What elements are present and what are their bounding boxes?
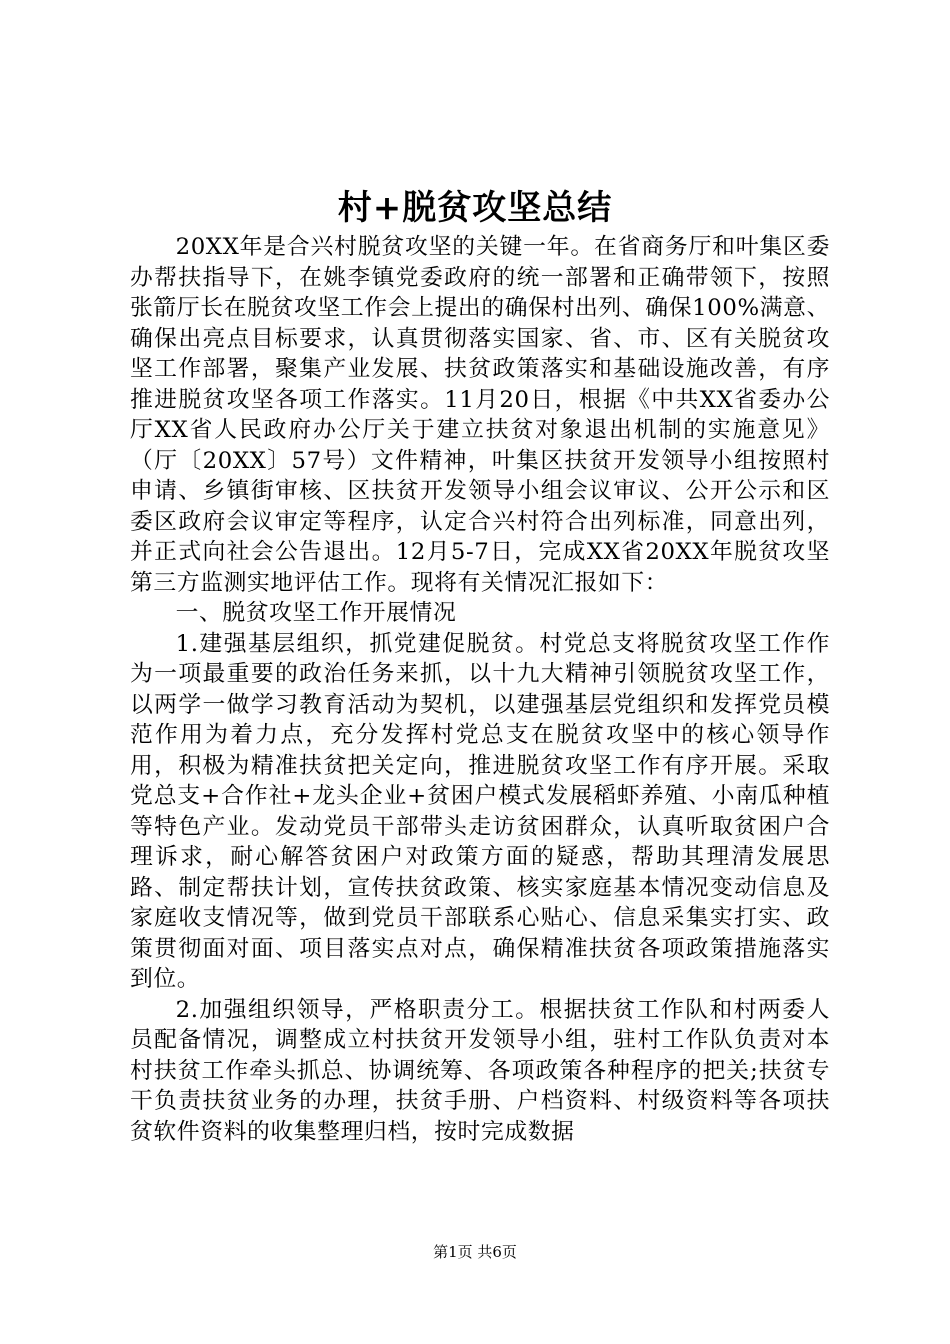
document-body <box>130 232 830 1147</box>
paragraph-item-1: 1.建强基层组织，抓党建促脱贫。村党总支将脱贫攻坚工作作为一项最重要的政治任务来抓，以十九大精神引领脱贫攻坚工作，以两学一做学习教育活动为契机，以建强基层党组织和发挥党员模范作用为着力点，充分发挥村党总支在脱贫攻坚中的核心领导作用，积极为精准扶贫把关定向，推进脱贫攻坚工作有序开展。采取党总支+合作社+龙头企业+贫困户模式发展稻虾养殖、小南瓜种植等特色产业。发动党员干部带头走访贫困群众，认真听取贫困户合理诉求，耐心解答贫困户对政策方面的疑惑，帮助其理清发展思路、制定帮扶计划，宣传扶贫政策、核实家庭基本情况变动信息及家庭收支情况等，做到党员干部联系心贴心、信息采集实打实、政策贯彻面对面、项目落实点对点，确保精准扶贫各项政策措施落实到位。 <box>130 630 830 992</box>
document-title: 村+脱贫攻坚总结 <box>337 188 613 228</box>
section-heading: 一、脱贫攻坚工作开展情况 <box>175 600 457 626</box>
paragraph-intro: 20XX年是合兴村脱贫攻坚的关键一年。在省商务厅和叶集区委办帮扶指导下，在姚李镇党委政府的统一部署和正确带领下，按照张箭厅长在脱贫攻坚工作会上提出的确保村出列、确保100%满意、确保出亮点目标要求，认真贯彻落实国家、省、市、区有关脱贫攻坚工作部署，聚集产业发展、扶贫政策落实和基础设施改善，有序推进脱贫攻坚各项工作落实。11月20日，根据《中共XX省委办公厅XX省人民政府办公厅关于建立扶贫对象退出机制的实施意见》（厅〔20XX〕57号）文件精神，叶集区扶贫开发领导小组按照村申请、乡镇街审核、区扶贫开发领导小组会议审议、公开公示和区委区政府会议审定等程序，认定合兴村符合出列标准，同意出列，并正式向社会公告退出。12月5-7日，完成XX省20XX年脱贫攻坚第三方监测实地评估工作。现将有关情况汇报如下： <box>130 234 830 596</box>
page-number-footer: 第1页 共6页 <box>433 1243 517 1261</box>
paragraph-item-2: 2.加强组织领导，严格职责分工。根据扶贫工作队和村两委人员配备情况，调整成立村扶贫开发领导小组，驻村工作队负责对本村扶贫工作牵头抓总、协调统筹、各项政策各种程序的把关;扶贫专干负责扶贫业务的办理，扶贫手册、户档资料、村级资料等各项扶贫软件资料的收集整理归档，按时完成数据 <box>130 996 830 1145</box>
